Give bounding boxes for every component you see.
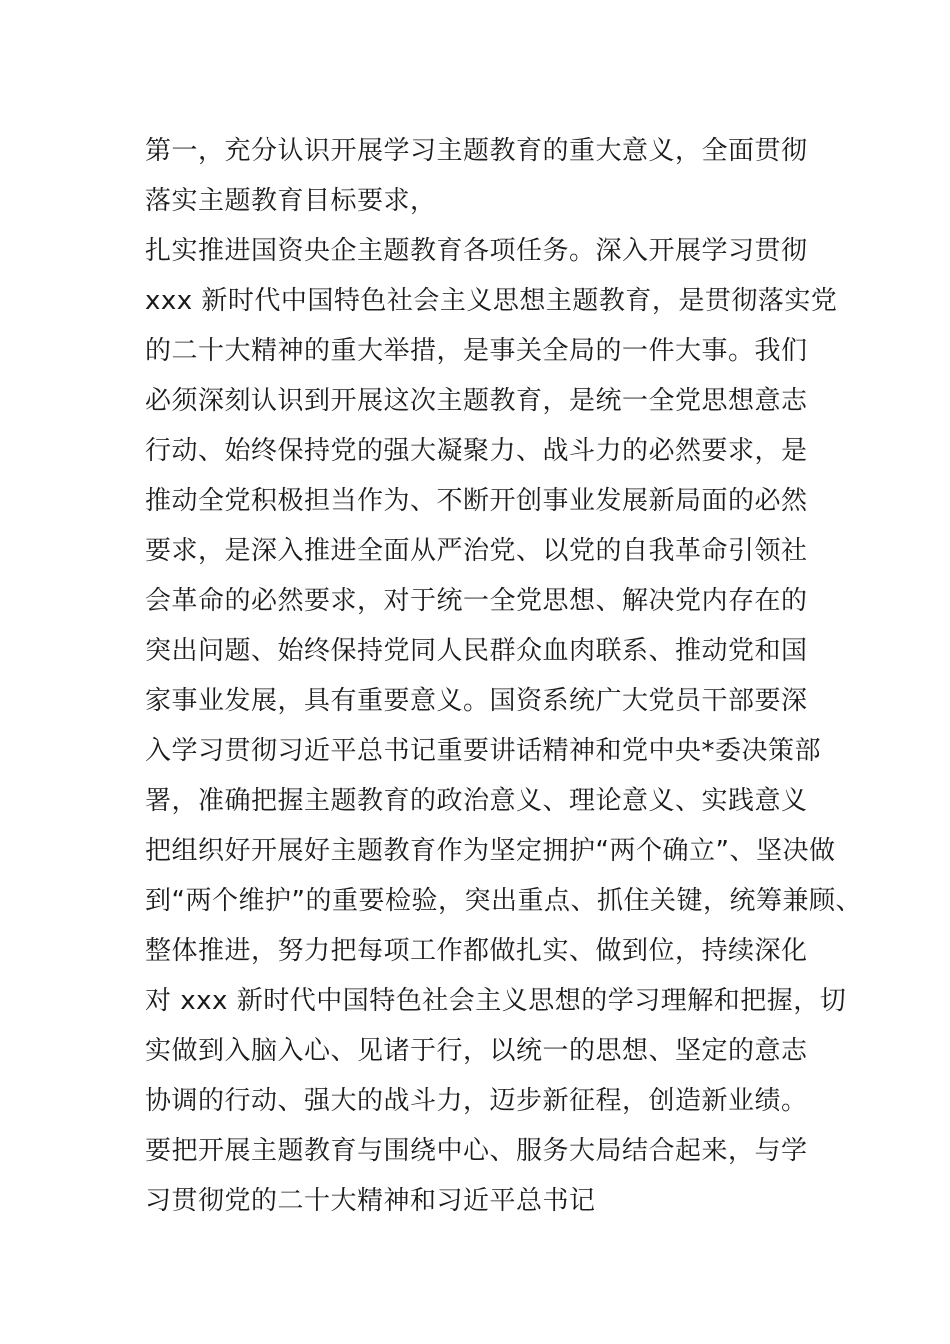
- text-line: 要把开展主题教育与围绕中心、服务大局结合起来，与学: [145, 1136, 808, 1166]
- text-line: 对 xxx 新时代中国特色社会主义思想的学习理解和把握，切: [145, 986, 847, 1016]
- text-line: 扎实推进国资央企主题教育各项任务。深入开展学习贯彻: [145, 236, 808, 266]
- text-line: 到“两个维护”的重要检验，突出重点、抓住关键，统筹兼顾、: [145, 886, 862, 916]
- body-text: [145, 126, 862, 1226]
- text-line: 习贯彻党的二十大精神和习近平总书记: [145, 1186, 596, 1216]
- text-line: 把组织好开展好主题教育作为坚定拥护“两个确立”、坚决做: [145, 836, 836, 866]
- text-line: 要求，是深入推进全面从严治党、以党的自我革命引领社: [145, 536, 808, 566]
- text-line: 的二十大精神的重大举措，是事关全局的一件大事。我们: [145, 336, 808, 366]
- text-line: 必须深刻认识到开展这次主题教育，是统一全党思想意志: [145, 386, 808, 416]
- text-line: 行动、始终保持党的强大凝聚力、战斗力的必然要求，是: [145, 436, 808, 466]
- text-line: 第一，充分认识开展学习主题教育的重大意义，全面贯彻: [145, 136, 808, 166]
- text-line: 落实主题教育目标要求，: [145, 186, 437, 216]
- text-line: 署，准确把握主题教育的政治意义、理论意义、实践意义: [145, 786, 808, 816]
- text-line: 协调的行动、强大的战斗力，迈步新征程，创造新业绩。: [145, 1086, 808, 1116]
- text-line: 入学习贯彻习近平总书记重要讲话精神和党中央*委决策部: [145, 736, 822, 766]
- text-line: xxx 新时代中国特色社会主义思想主题教育，是贯彻落实党: [145, 286, 838, 316]
- text-line: 家事业发展，具有重要意义。国资系统广大党员干部要深: [145, 686, 808, 716]
- text-line: 整体推进，努力把每项工作都做扎实、做到位，持续深化: [145, 936, 808, 966]
- text-line: 推动全党积极担当作为、不断开创事业发展新局面的必然: [145, 486, 808, 516]
- text-line: 会革命的必然要求，对于统一全党思想、解决党内存在的: [145, 586, 808, 616]
- text-line: 突出问题、始终保持党同人民群众血肉联系、推动党和国: [145, 636, 808, 666]
- text-line: 实做到入脑入心、见诸于行，以统一的思想、坚定的意志: [145, 1036, 808, 1066]
